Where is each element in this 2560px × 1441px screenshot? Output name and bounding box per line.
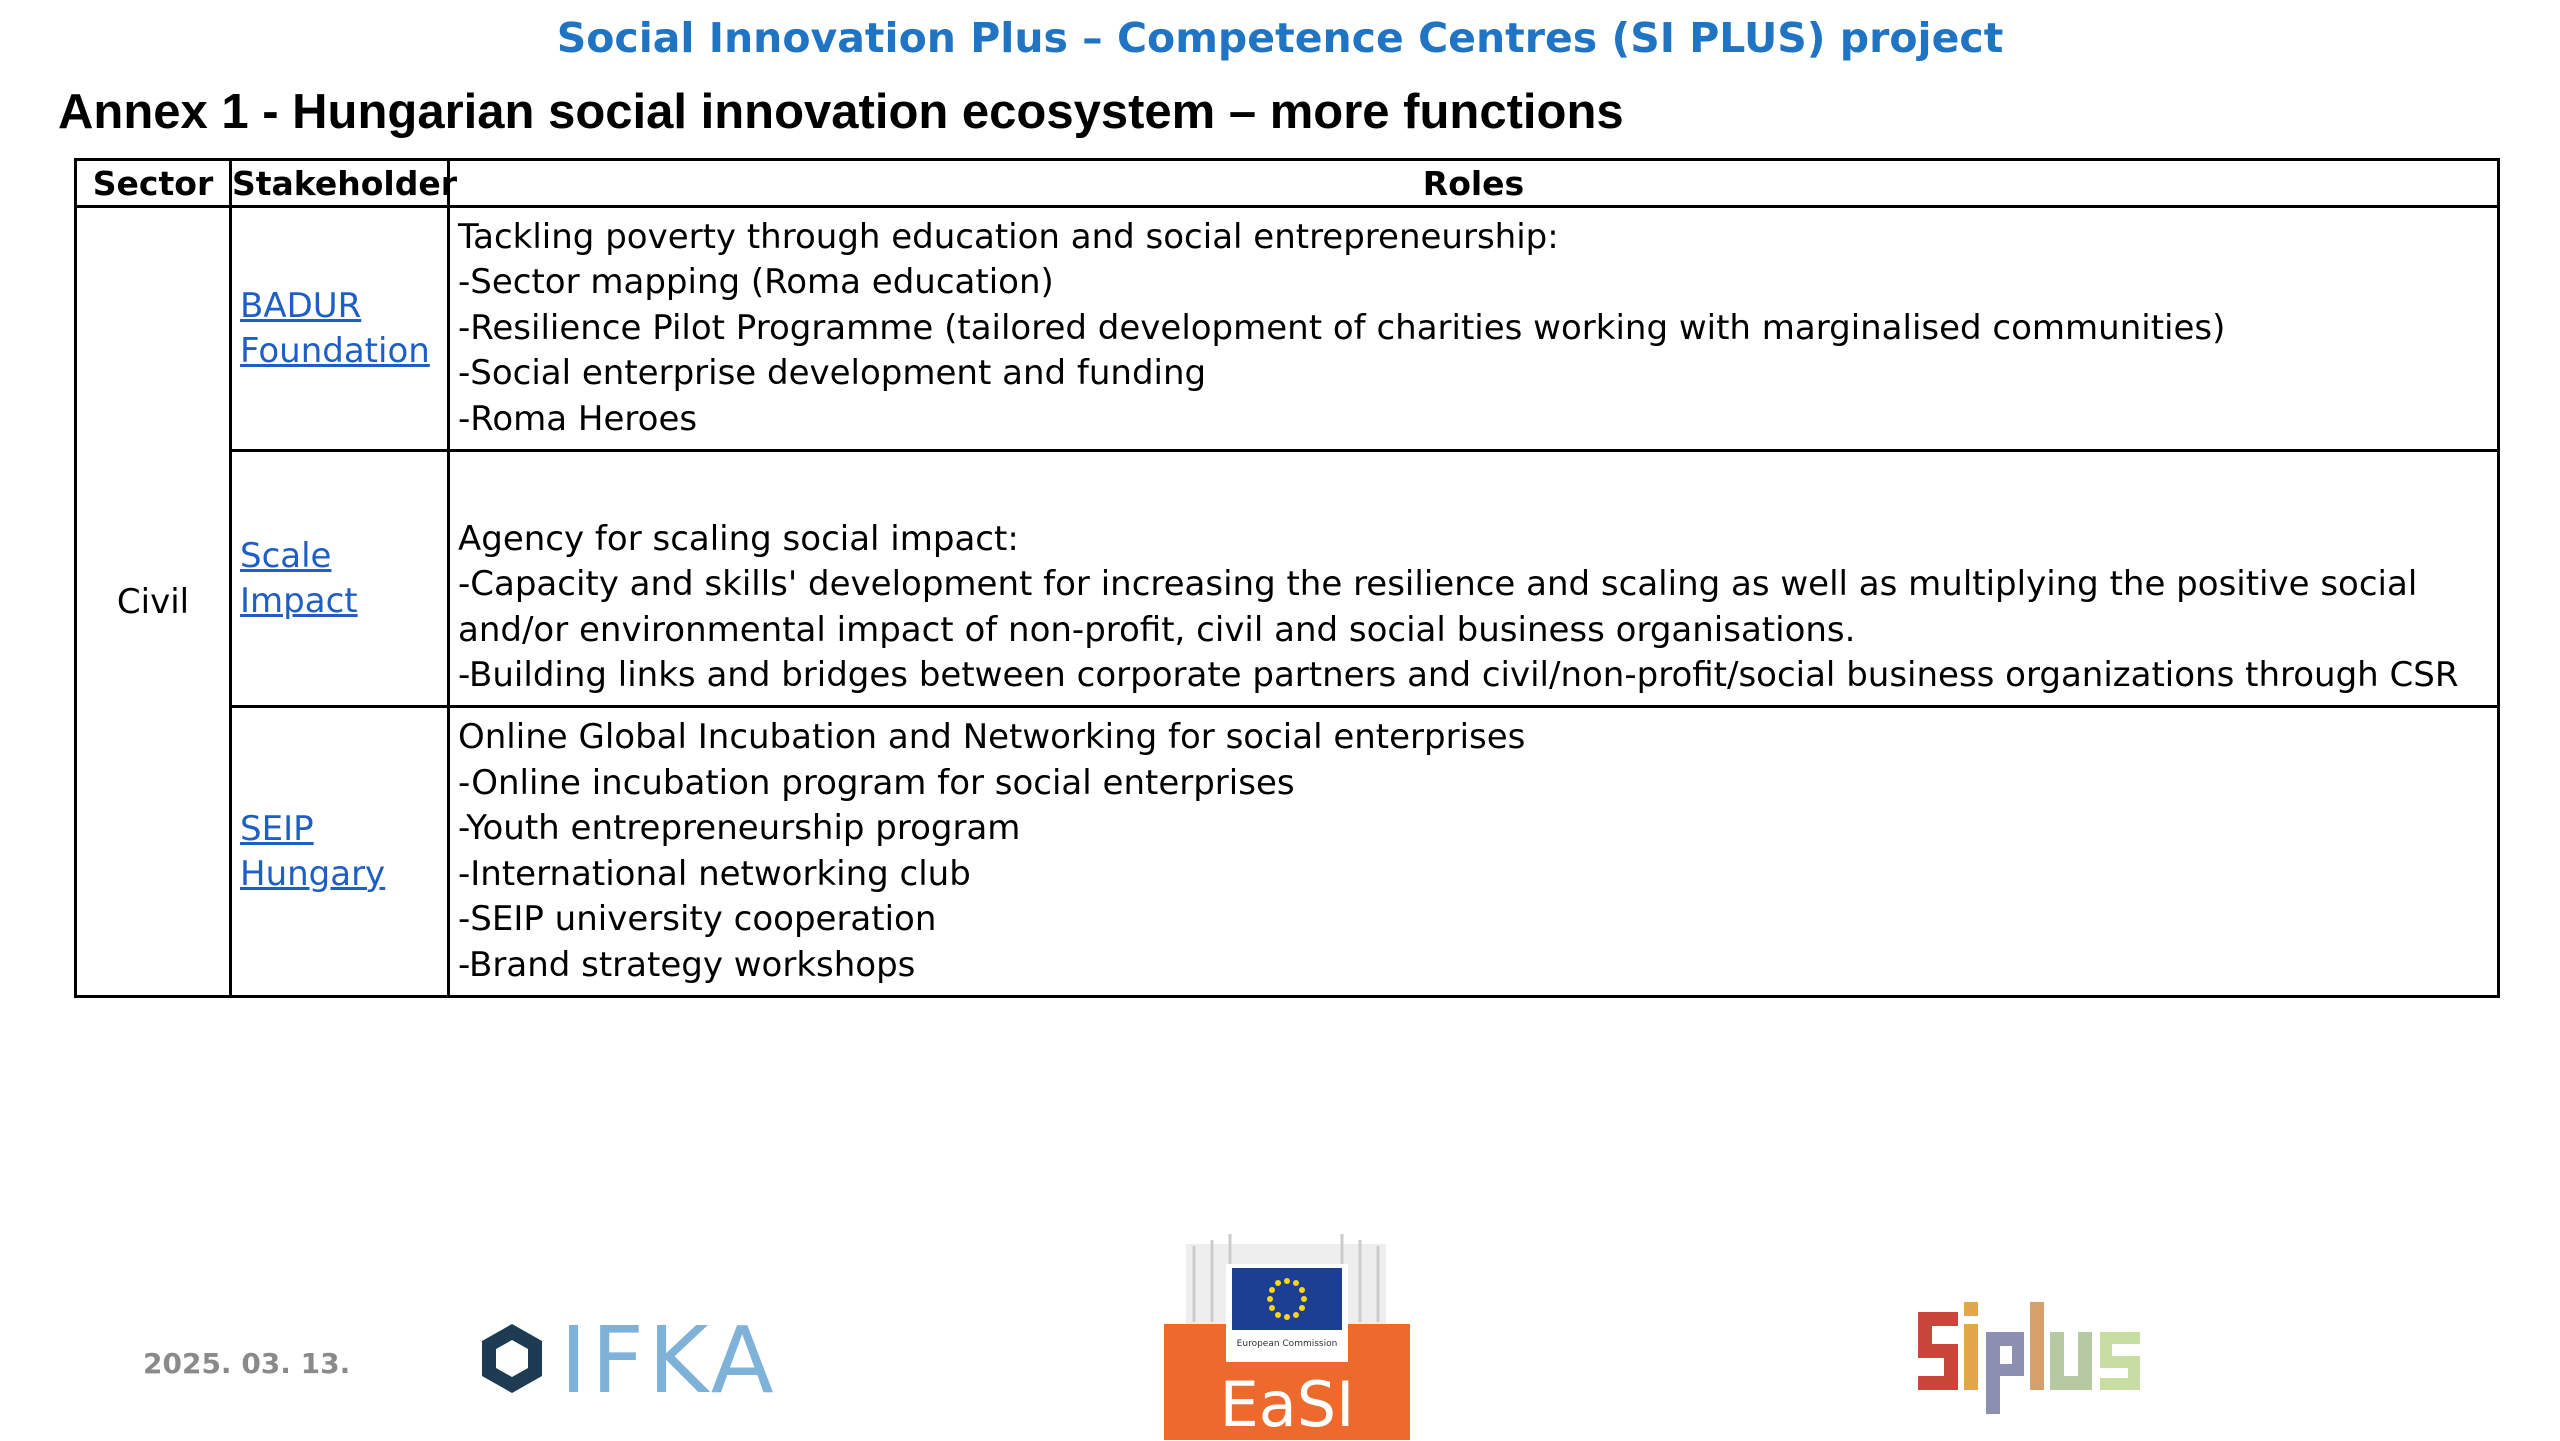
roles-line: -Online incubation program for social enterprises — [458, 762, 1295, 803]
slide-title: Annex 1 - Hungarian social innovation ecosystem – more functions — [58, 85, 1624, 139]
roles-line: -Youth entrepreneurship program — [458, 808, 1021, 848]
roles-line: -Roma Heroes — [458, 398, 698, 439]
stakeholder-cell — [231, 451, 449, 707]
sector-cell: Civil — [76, 207, 231, 997]
roles-cell — [449, 207, 2499, 451]
stakeholder-name-line: Hungary — [240, 853, 386, 894]
stakeholder-header: Stakeholder — [231, 160, 449, 207]
stakeholder-name-line: BADUR — [240, 285, 362, 326]
project-title: Social Innovation Plus – Competence Centres (SI PLUS) project — [556, 14, 2004, 62]
roles-line: -International networking club — [458, 853, 971, 894]
eu-flag-icon — [1232, 1268, 1342, 1330]
scale-impact-link[interactable] — [240, 536, 358, 621]
stakeholder-cell — [231, 207, 449, 451]
table-row — [76, 207, 2499, 451]
roles-line: Online Global Incubation and Networking for social enterprises — [458, 717, 1526, 757]
siplus-logo-text: siplus — [1916, 1300, 1919, 1301]
roles-line: Tackling poverty through education and social entrepreneurship: — [458, 216, 1559, 257]
easi-logo-text: EaSI — [1219, 1368, 1355, 1441]
siplus-logo — [1916, 1300, 2156, 1420]
roles-line: -Sector mapping (Roma education) — [458, 262, 1054, 303]
footer-date: 2025. 03. 13. — [143, 1347, 351, 1380]
table-row — [76, 707, 2499, 997]
roles-line: -Building links and bridges between corporate partners and civil/non-profit/social business organizations through CSR — [458, 655, 2459, 695]
stakeholder-name-line: SEIP — [240, 808, 314, 849]
roles-line: -SEIP university cooperation — [458, 899, 937, 939]
stakeholder-roles-table — [74, 158, 2500, 998]
table-row — [76, 451, 2499, 707]
stakeholder-name-line: Foundation — [240, 330, 430, 371]
roles-line: -Resilience Pilot Programme (tailored development of charities working with marginalised communities) — [458, 307, 2226, 348]
ifka-logo-text: IFKA — [560, 1318, 778, 1400]
roles-line: -Social enterprise development and funding — [458, 353, 1207, 394]
european-commission-label: European Commission — [1236, 1339, 1338, 1349]
roles-cell — [449, 451, 2499, 707]
stakeholder-name-line: Scale Impact — [240, 535, 358, 621]
seip-hungary-link[interactable] — [240, 809, 385, 894]
roles-line: -Brand strategy workshops — [458, 944, 916, 985]
badur-foundation-link[interactable] — [240, 286, 430, 371]
stakeholder-cell — [231, 707, 449, 997]
roles-header: Roles — [449, 160, 2499, 207]
roles-line: -Capacity and skills' development for increasing the resilience and scaling as well as multiplying the positive social and/or environmental impact of non-profit, civil and social business organisations. — [458, 564, 2418, 650]
sector-header: Sector — [76, 160, 231, 207]
ifka-logo — [476, 1318, 796, 1400]
roles-line: Agency for scaling social impact: — [458, 518, 1019, 559]
table-header-row — [76, 160, 2499, 207]
roles-cell — [449, 707, 2499, 997]
